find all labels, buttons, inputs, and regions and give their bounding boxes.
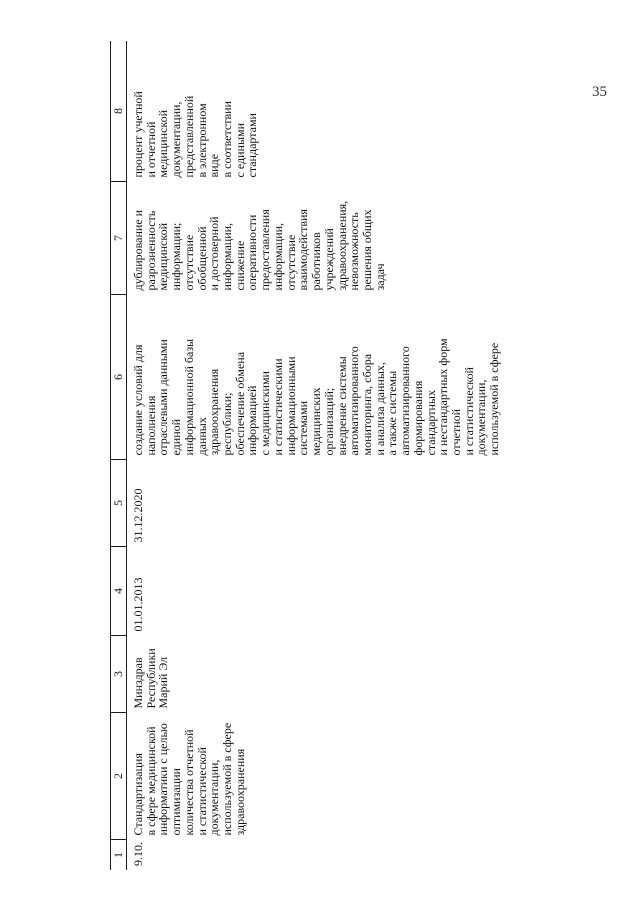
header-col-3: 3 <box>111 636 127 713</box>
header-col-1: 1 <box>111 840 127 871</box>
row-content <box>127 295 611 460</box>
row-content-text: создание условий для наполнения отраслевыми данными единой информационной базы данных здравоохранения республики; обеспечение обмена информацией с медицинскими и статистическими информационными системами медицинских организаций; внедрение системы автоматизированного мониторинга, сбора и анализа данных, а также системы автоматизированного формирования стандартных и нестандартных форм отчетной и статистической документации, используемой в сфере <box>131 338 502 456</box>
row-indicator-text: процент учетной и отчетной медицинской документации, представленной в электронном виде в соответствии с едиными стандартами <box>131 91 260 178</box>
header-col-2: 2 <box>111 713 127 840</box>
rotated-table-wrapper <box>110 80 610 870</box>
activities-table <box>110 41 610 870</box>
header-col-4: 4 <box>111 547 127 636</box>
header-col-7: 7 <box>111 182 127 295</box>
row-executor-text: Минздрав Республики Марий Эл <box>131 648 171 709</box>
row-number-text: 9.10. <box>131 842 145 866</box>
row-end-date-text: 31.12.2020 <box>131 488 145 543</box>
row-consequences <box>127 182 611 295</box>
row-start-date <box>127 547 611 636</box>
row-name <box>127 713 611 840</box>
table-header-row <box>111 41 127 870</box>
row-number <box>127 840 611 871</box>
page-number: 35 <box>592 84 607 100</box>
row-name-text: Стандартизация в сфере медицинской информатики с целью оптимизации количества отчетной и статистической документации, используемой в сфере здравоохранения <box>131 722 247 836</box>
row-consequences-text: дублирование и разрозненность медицинской информации; отсутствие обобщенной и достоверной информации, снижение оперативности предоставления информации, отсутствие взаимодействия работников учреждений здравоохранения, невозможность решения общих задач <box>131 200 387 291</box>
header-col-6: 6 <box>111 295 127 460</box>
header-col-5: 5 <box>111 460 127 547</box>
row-executor <box>127 636 611 713</box>
row-indicator <box>127 41 611 182</box>
row-start-date-text: 01.01.2013 <box>131 577 145 632</box>
row-end-date <box>127 460 611 547</box>
table-row <box>127 41 611 870</box>
header-col-8: 8 <box>111 41 127 182</box>
